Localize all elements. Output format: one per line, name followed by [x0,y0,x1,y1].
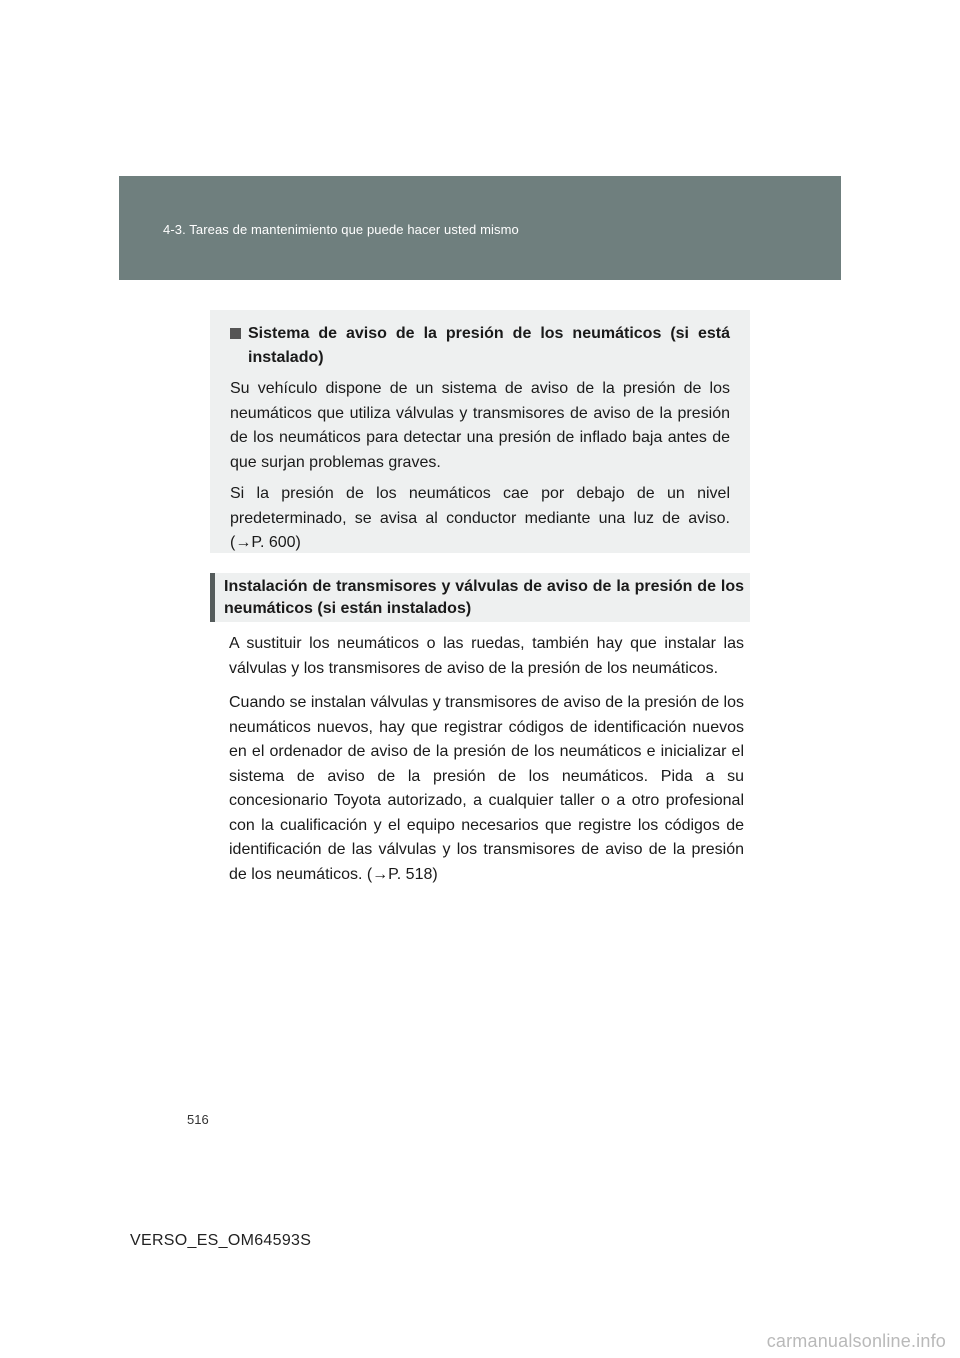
info-box [210,310,750,553]
chapter-section-title: 4-3. Tareas de mantenimiento que puede hacer usted mismo [163,222,519,237]
document-code: VERSO_ES_OM64593S [130,1232,312,1249]
body-paragraph: A sustituir los neumáticos o las ruedas, también hay que instalar las válvulas y los transmisores de aviso de la presión de los neumáticos. [229,635,744,677]
info-box-heading [230,322,730,370]
square-bullet-icon [230,328,241,339]
info-box-paragraph: Si la presión de los neumáticos cae por debajo de un nivel predeterminado, se avisa al conductor mediante una luz de aviso. (→P. 600) [230,485,730,551]
section-body [229,632,744,897]
page-number: 516 [187,1112,209,1127]
section-heading: Instalación de transmisores y válvulas de aviso de la presión de los neumáticos (si están instalados) [210,573,750,622]
watermark: carmanualsonline.info [766,1331,946,1351]
info-box-heading-text: Sistema de aviso de la presión de los neumáticos (si está instalado) [248,325,730,366]
info-box-paragraph: Su vehículo dispone de un sistema de aviso de la presión de los neumáticos que utiliza válvulas y transmisores de aviso de la presión de los neumáticos para detectar una presión de inflado baja antes de que surjan problemas graves. [230,380,730,471]
body-paragraph: Cuando se instalan válvulas y transmisores de aviso de la presión de los neumáticos nuevos, hay que registrar códigos de identificación nuevos en el ordenador de aviso de la presión de los neumáticos e inicializar el sistema de aviso de la presión de los neumáticos. Pida a su concesionario Toyota autorizado, a cualquier taller o a otro profesional con la cualificación y el equipo necesarios que registre los códigos de identificación de las válvulas y los transmisores de aviso de la presión de los neumáticos. (→P. 518) [229,694,744,883]
